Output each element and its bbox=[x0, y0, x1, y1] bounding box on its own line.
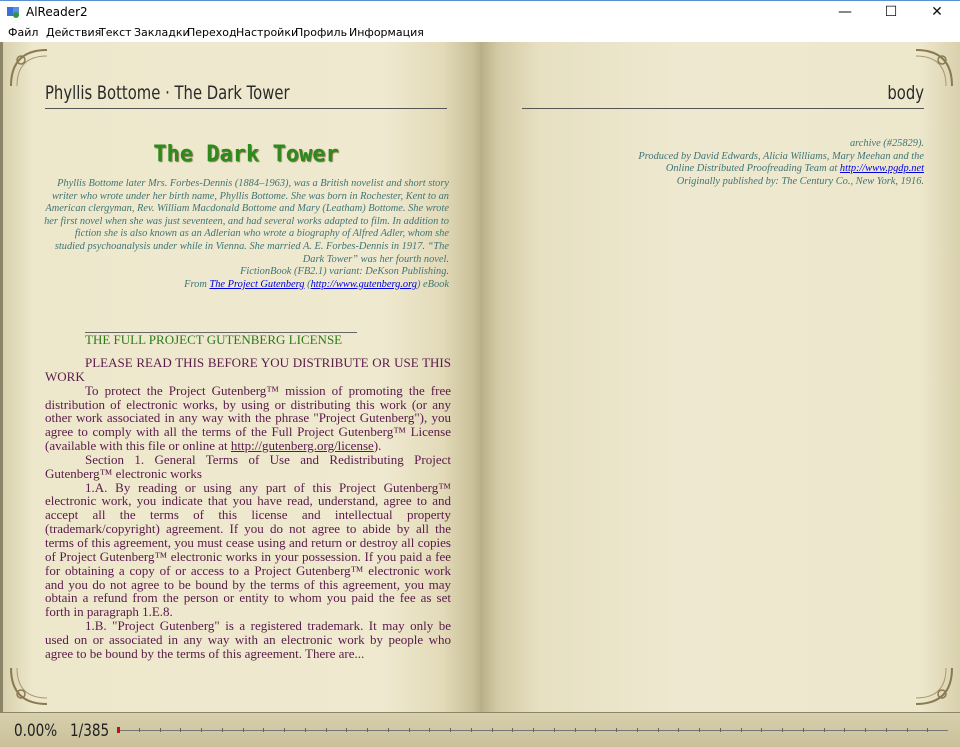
corner-ornament-icon bbox=[7, 664, 51, 708]
book-title: The Dark Tower bbox=[153, 142, 339, 167]
progress-tick bbox=[616, 728, 617, 732]
progress-tick bbox=[450, 728, 451, 732]
progress-tick bbox=[201, 728, 202, 732]
progress-tick bbox=[305, 728, 306, 732]
left-page[interactable] bbox=[0, 42, 480, 712]
annotation-line: Produced by David Edwards, Alicia Williams, Mary Meehan and the bbox=[638, 150, 924, 162]
annotation-line: Online Distributed Proofreading Team at http://www.pgdp.net bbox=[665, 163, 924, 175]
progress-tick bbox=[720, 728, 721, 732]
running-header-right: body bbox=[887, 82, 924, 104]
progress-tick bbox=[803, 728, 804, 732]
progress-tick bbox=[761, 728, 762, 732]
annotation bbox=[43, 178, 449, 291]
paragraph: PLEASE READ THIS BEFORE YOU DISTRIBUTE OR USE THIS WORK bbox=[45, 355, 451, 384]
annotation-line: Originally published by: The Century Co., New York, 1916. bbox=[676, 175, 924, 187]
menu-bar bbox=[0, 24, 960, 42]
progress-tick bbox=[512, 728, 513, 732]
annotation-source: From The Project Gutenberg (http://www.gutenberg.org) eBook bbox=[184, 278, 449, 290]
menu-text[interactable]: Текст bbox=[99, 26, 132, 39]
progress-tick bbox=[139, 728, 140, 732]
progress-tick bbox=[284, 728, 285, 732]
menu-info[interactable]: Информация bbox=[349, 26, 424, 39]
close-button[interactable]: ✕ bbox=[931, 4, 943, 20]
paragraph: 1.B. "Project Gutenberg" is a registered trademark. It may only be used on or associated in any way with an electronic work by people who agree to be bound by the terms of this agreement. There are... bbox=[45, 618, 451, 661]
progress-tick bbox=[429, 728, 430, 732]
progress-tick bbox=[243, 728, 244, 732]
paragraph: Section 1. General Terms of Use and Redistributing Project Gutenberg™ electronic works bbox=[45, 451, 451, 481]
progress-tick bbox=[492, 728, 493, 732]
paragraph: 1.A. By reading or using any part of this Project Gutenberg™ electronic work, you indicate that you have read, understand, agree to and accept all the terms of this license and intellectual property (trademark/copyright) agreement. If you do not agree to abide by all the terms of this agreement, you must cease using and return or destroy all copies of Project Gutenberg™ electronic works in your possession. If you paid a fee for obtaining a copy of or access to a Project Gutenberg™ electronic work and you do not agree to be bound by the terms of this agreement, you may obtain a refund from the person or entity to whom you paid the fee as set forth in paragraph 1.E.8. bbox=[45, 479, 451, 620]
menu-file[interactable]: Файл bbox=[8, 26, 39, 39]
progress-tick bbox=[886, 728, 887, 732]
license-link[interactable]: http://gutenberg.org/license bbox=[230, 438, 374, 454]
progress-tick bbox=[699, 728, 700, 732]
paragraph: To protect the Project Gutenberg™ mission of promoting the free distribution of electronic works, by using or distributing this work (or any other work associated in any way with the phrase "Project Gutenberg"), you agree to comply with all the terms of the Full Project Gutenberg™ License (available with this file or online at http://gutenberg.org/license). bbox=[45, 382, 451, 454]
gutenberg-link[interactable]: The Project Gutenberg bbox=[209, 278, 305, 290]
maximize-button[interactable]: ☐ bbox=[884, 4, 898, 20]
progress-tick bbox=[346, 728, 347, 732]
annotation-text: Phyllis Bottome later Mrs. Forbes-Dennis (1884–1963), was a British novelist and short story writer who wrote under her birth name, Phyllis Bottome. She was born in Rochester, Kent to an American clergyman, Rev. William Macdonald Bottome and Mary (Leatham) Bottome. She wrote her first novel when she was just seventeen, and had several works adapted to film. In addition to fiction she is also known as an Adlerian who wrote a biography of Alfred Adler, whom she studied psychoanalysis under while in Vienna. She married A. E. Forbes-Dennis in 1917. “The Dark Tower” was her fourth novel. bbox=[44, 178, 449, 265]
progress-tick bbox=[367, 728, 368, 732]
corner-ornament-icon bbox=[912, 664, 956, 708]
status-bar bbox=[0, 712, 960, 747]
progress-tick bbox=[575, 728, 576, 732]
progress-tick bbox=[180, 728, 181, 732]
progress-tick bbox=[533, 728, 534, 732]
title-bar bbox=[0, 0, 960, 24]
progress-tick bbox=[782, 728, 783, 732]
progress-tick bbox=[907, 728, 908, 732]
right-annotation bbox=[522, 138, 924, 188]
progress-tick bbox=[326, 728, 327, 732]
menu-goto[interactable]: Переход bbox=[187, 26, 237, 39]
progress-tick bbox=[554, 728, 555, 732]
progress-tick bbox=[222, 728, 223, 732]
progress-tick bbox=[865, 728, 866, 732]
progress-tick bbox=[678, 728, 679, 732]
progress-tick bbox=[471, 728, 472, 732]
progress-tick bbox=[388, 728, 389, 732]
header-divider bbox=[522, 108, 924, 109]
page-counter[interactable]: 1/385 bbox=[70, 721, 110, 741]
menu-bookmarks[interactable]: Закладки bbox=[134, 26, 190, 39]
window-title: AlReader2 bbox=[26, 5, 88, 19]
progress-percent: 0.00% bbox=[14, 721, 58, 741]
running-header: Phyllis Bottome · The Dark Tower bbox=[45, 82, 290, 104]
section-title: THE FULL PROJECT GUTENBERG LICENSE bbox=[85, 332, 343, 347]
pgdp-link[interactable]: http://www.pgdp.net bbox=[839, 163, 924, 175]
annotation-line: archive (#25829). bbox=[849, 138, 924, 149]
gutenberg-url-link[interactable]: http://www.gutenberg.org bbox=[310, 278, 417, 290]
progress-tick bbox=[595, 728, 596, 732]
progress-tick bbox=[637, 728, 638, 732]
progress-tick bbox=[658, 728, 659, 732]
progress-tick bbox=[263, 728, 264, 732]
book-view[interactable] bbox=[0, 42, 960, 712]
menu-actions[interactable]: Действия bbox=[46, 26, 102, 39]
progress-tick bbox=[927, 728, 928, 732]
app-icon bbox=[6, 5, 20, 19]
progress-marker[interactable] bbox=[117, 727, 120, 733]
body-text bbox=[45, 344, 451, 661]
annotation-variant: FictionBook (FB2.1) variant: DeKson Publishing. bbox=[240, 266, 449, 278]
progress-tick bbox=[160, 728, 161, 732]
progress-tick bbox=[409, 728, 410, 732]
progress-tick bbox=[844, 728, 845, 732]
menu-settings[interactable]: Настройки bbox=[236, 26, 299, 39]
menu-profile[interactable]: Профиль bbox=[295, 26, 348, 39]
header-divider bbox=[45, 108, 447, 109]
minimize-button[interactable]: — bbox=[838, 4, 852, 20]
progress-tick bbox=[824, 728, 825, 732]
progress-tick bbox=[741, 728, 742, 732]
